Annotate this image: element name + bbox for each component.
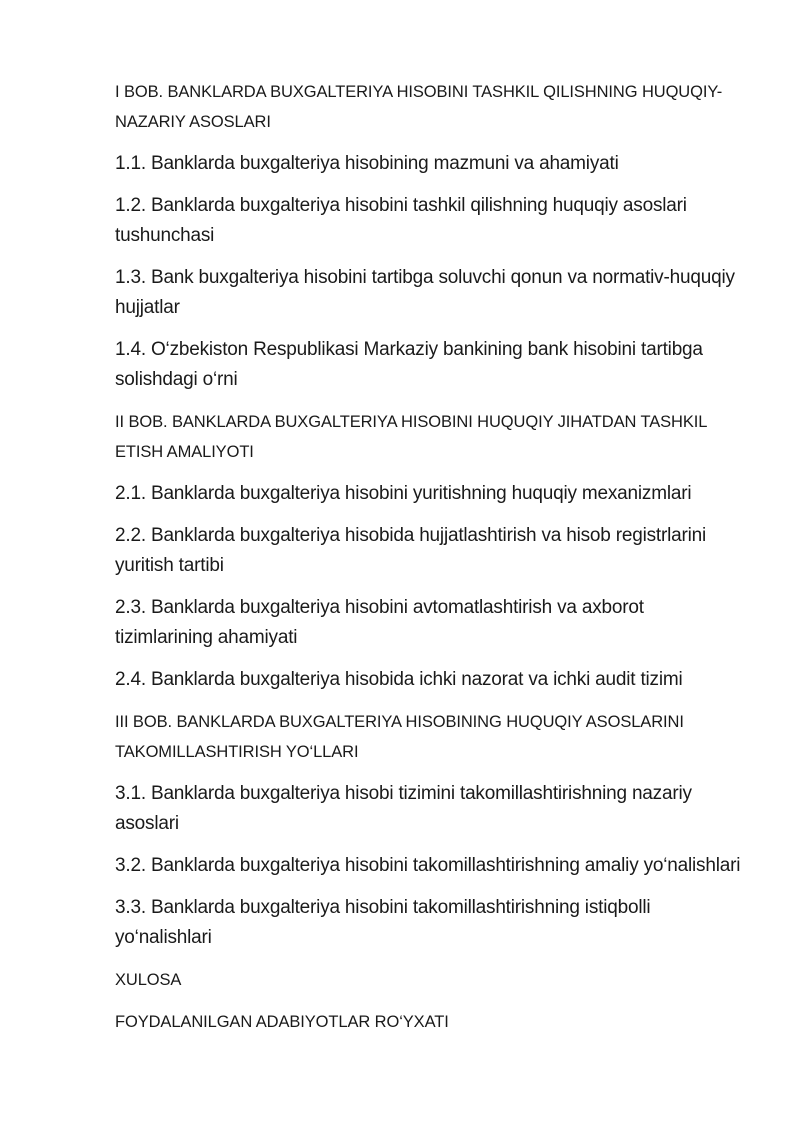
- document-page: [115, 77, 745, 1049]
- references-heading: FOYDALANILGAN ADABIYOTLAR RO‘YXATI: [115, 1013, 449, 1031]
- chapter-heading-3: III BOB. BANKLARDA BUXGALTERIYA HISOBINING HUQUQIY ASOSLARINI TAKOMILLASHTIRISH YO‘LLARI: [115, 713, 684, 761]
- section-heading-1-4: 1.4. O‘zbekiston Respublikasi Markaziy bankining bank hisobini tartibga solishdagi o‘rni: [115, 339, 703, 390]
- section-heading-1-1: 1.1. Banklarda buxgalteriya hisobining mazmuni va ahamiyati: [115, 153, 619, 174]
- section-heading-3-2: 3.2. Banklarda buxgalteriya hisobini takomillashtirishning amaliy yo‘nalishlari: [115, 855, 741, 876]
- chapter-heading-1: I BOB. BANKLARDA BUXGALTERIYA HISOBINI TASHKIL QILISHNING HUQUQIY-NAZARIY ASOSLARI: [115, 83, 723, 131]
- section-heading-1-2: 1.2. Banklarda buxgalteriya hisobini tashkil qilishning huquqiy asoslari tushunchasi: [115, 195, 687, 246]
- section-heading-2-3: 2.3. Banklarda buxgalteriya hisobini avtomatlashtirish va axborot tizimlarining ahamiyati: [115, 597, 644, 648]
- conclusion-heading: XULOSA: [115, 971, 182, 989]
- section-heading-3-3: 3.3. Banklarda buxgalteriya hisobini takomillashtirishning istiqbolli yo‘nalishlari: [115, 897, 651, 948]
- chapter-heading-2: II BOB. BANKLARDA BUXGALTERIYA HISOBINI HUQUQIY JIHATDAN TASHKIL ETISH AMALIYOTI: [115, 413, 707, 461]
- section-heading-2-1: 2.1. Banklarda buxgalteriya hisobini yuritishning huquqiy mexanizmlari: [115, 483, 692, 504]
- section-heading-1-3: 1.3. Bank buxgalteriya hisobini tartibga soluvchi qonun va normativ-huquqiy hujjatlar: [115, 267, 735, 318]
- section-heading-2-2: 2.2. Banklarda buxgalteriya hisobida hujjatlashtirish va hisob registrlarini yuritish tartibi: [115, 525, 707, 576]
- section-heading-2-4: 2.4. Banklarda buxgalteriya hisobida ichki nazorat va ichki audit tizimi: [115, 669, 683, 690]
- section-heading-3-1: 3.1. Banklarda buxgalteriya hisobi tizimini takomillashtirishning nazariy asoslari: [115, 783, 692, 834]
